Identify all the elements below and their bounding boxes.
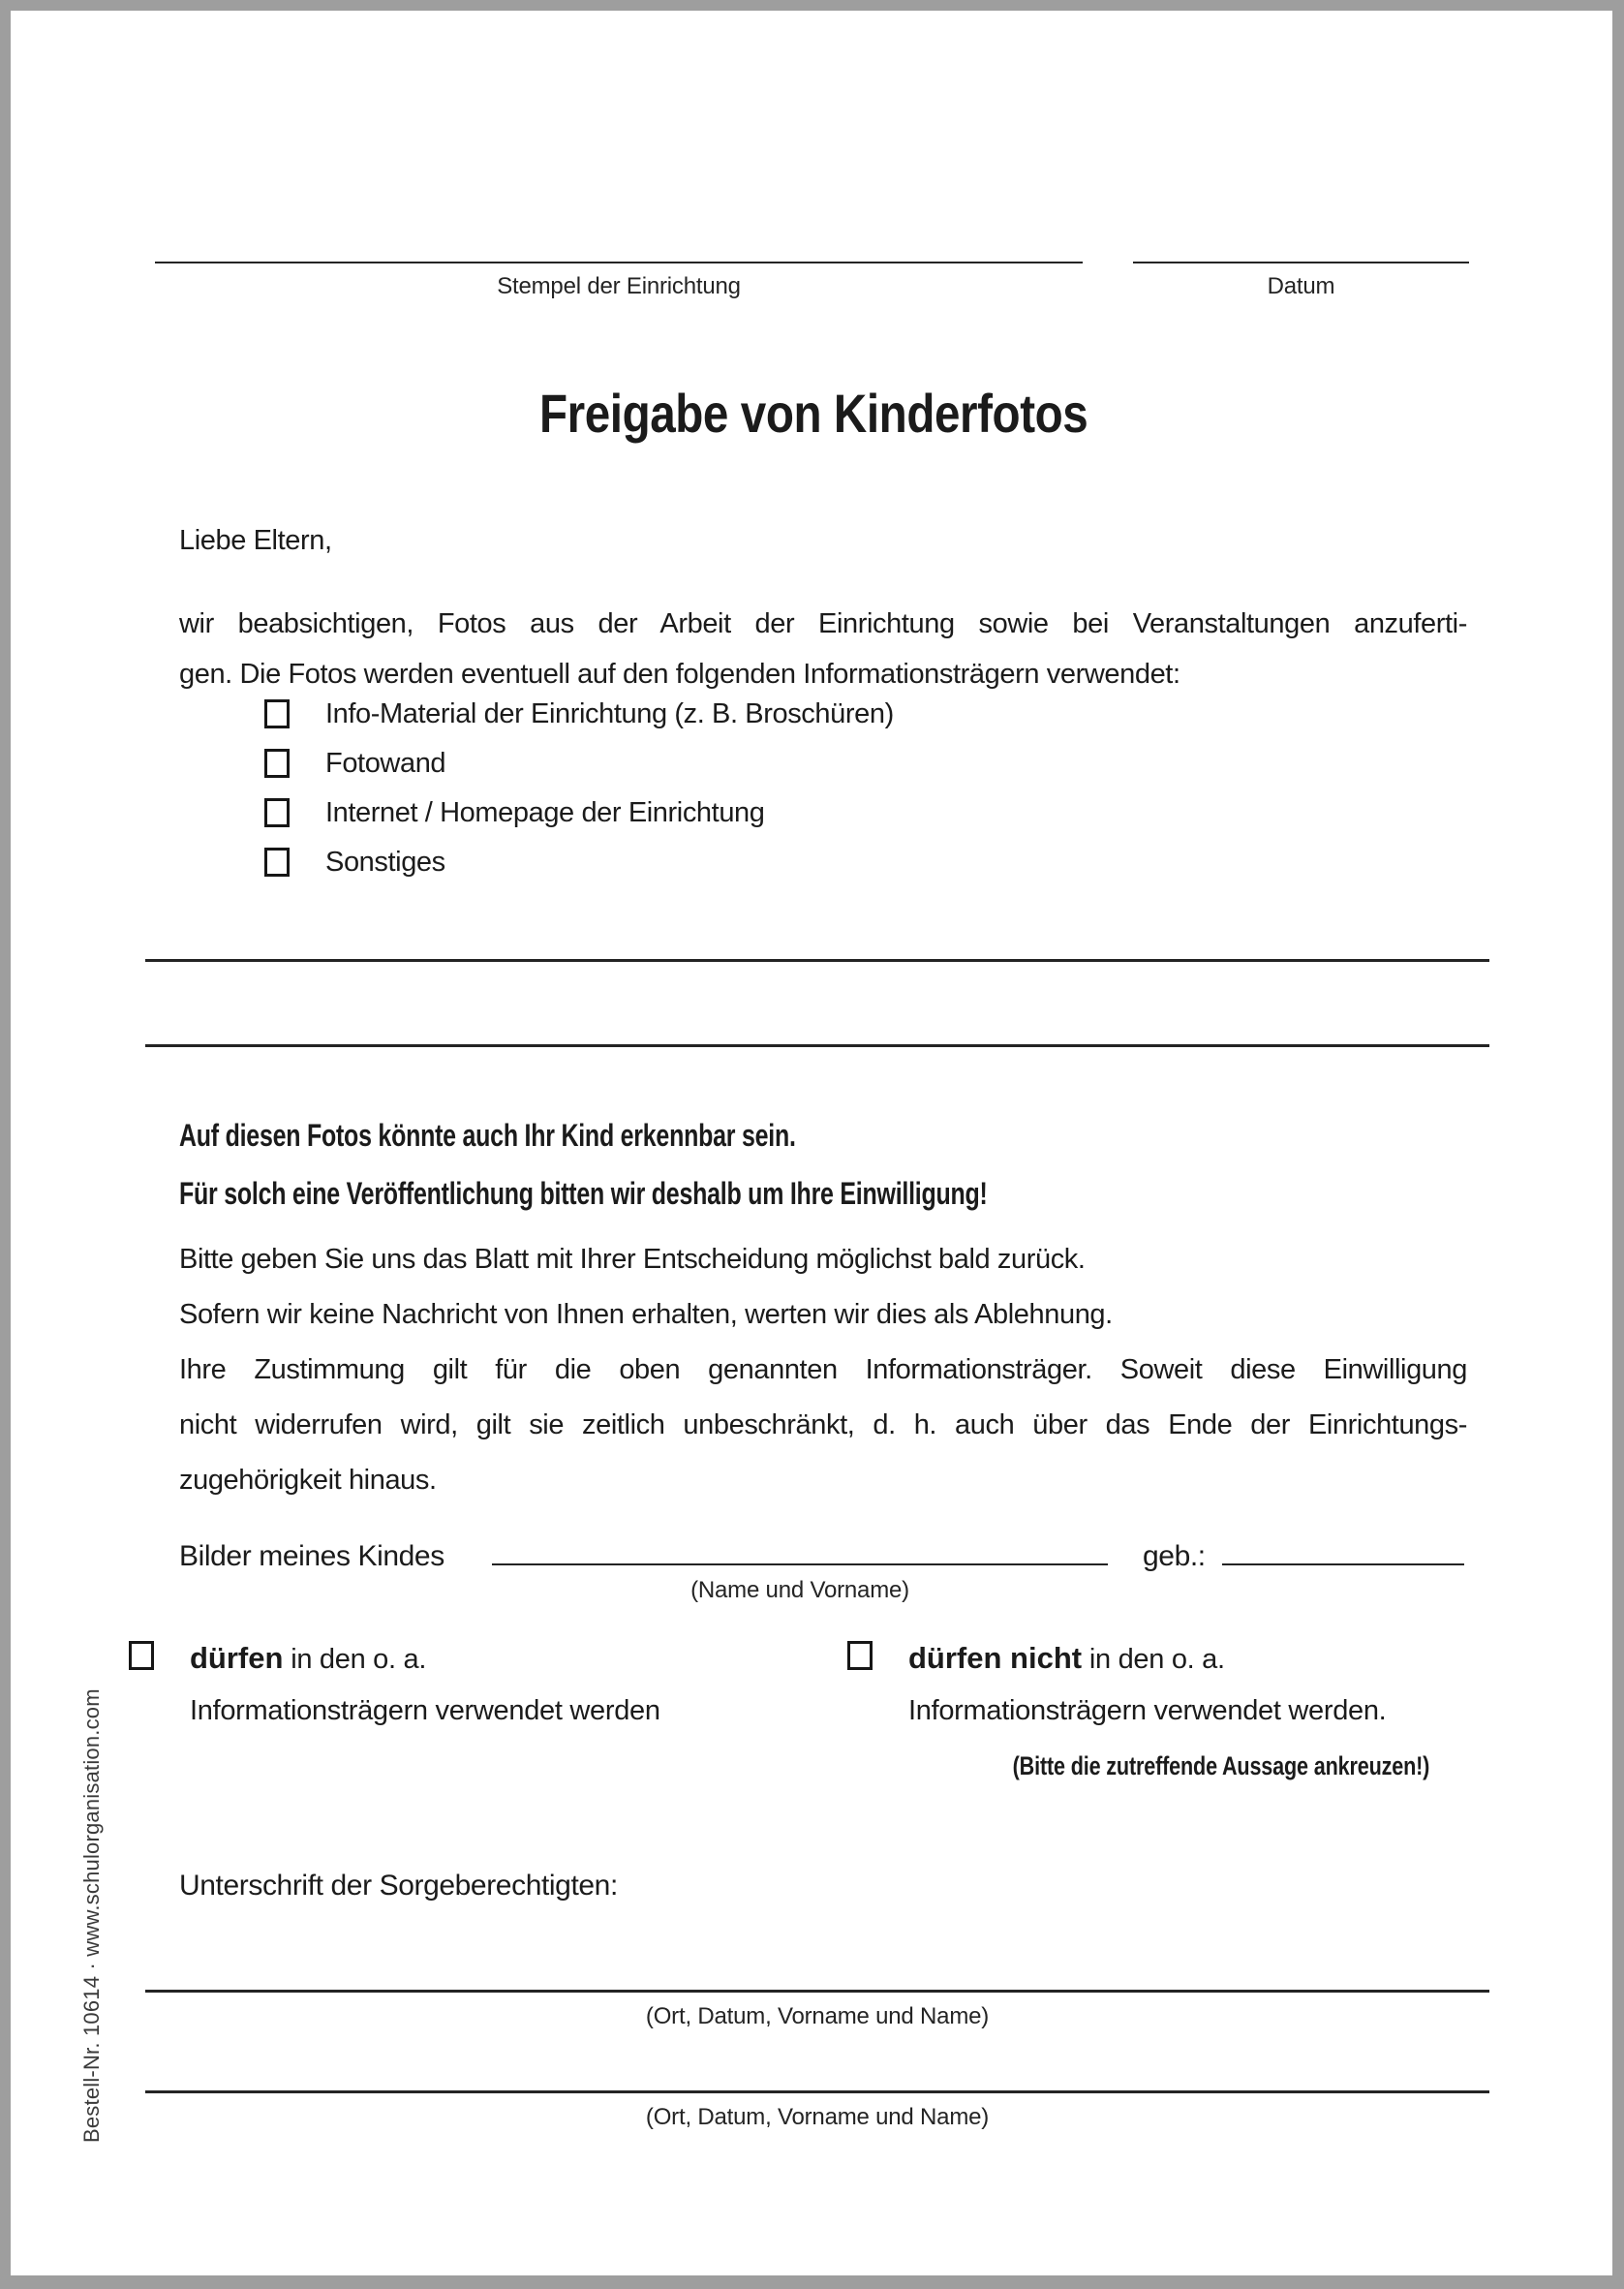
deny-label-line-2: Informationsträgern verwendet werden. — [908, 1695, 1387, 1726]
child-name-hint: (Name und Vorname) — [690, 1577, 909, 1603]
order-number-vertical-text: Bestell-Nr. 10614 · www.schulorganisation.com — [79, 1688, 104, 2143]
option-row-internet — [264, 789, 765, 837]
signature-line-2[interactable] — [145, 2090, 1489, 2093]
option-label-fotowand: Fotowand — [325, 747, 446, 779]
child-name-line[interactable] — [492, 1563, 1108, 1565]
date-label: Datum — [1267, 273, 1335, 299]
signature-hint-1: (Ort, Datum, Vorname und Name) — [645, 2003, 990, 2029]
option-label-internet: Internet / Homepage der Einrichtung — [325, 796, 765, 828]
deny-checkbox[interactable] — [847, 1641, 873, 1670]
blank-line-1[interactable] — [145, 959, 1489, 962]
terms-line-4: nicht widerrufen wird, gilt sie zeitlich unbeschränkt, d. h. auch über das Ende der Einrichtungs- — [179, 1409, 1467, 1440]
option-checkbox-internet[interactable] — [264, 798, 290, 827]
stamp-label: Stempel der Einrichtung — [497, 273, 741, 299]
signature-hint-2: (Ort, Datum, Vorname und Name) — [645, 2104, 990, 2130]
allow-checkbox[interactable] — [129, 1641, 154, 1670]
birth-date-label: geb.: — [1143, 1540, 1206, 1572]
allow-label-line-1 — [190, 1641, 426, 1676]
terms-line-2: Sofern wir keine Nachricht von Ihnen erhalten, werten wir dies als Ablehnung. — [179, 1299, 1113, 1330]
option-row-fotowand — [264, 739, 445, 788]
option-checkbox-sonstiges[interactable] — [264, 848, 290, 877]
intro-line-1: wir beabsichtigen, Fotos aus der Arbeit der Einrichtung sowie bei Veranstaltungen anzuferti- — [179, 608, 1467, 639]
option-checkbox-info-material[interactable] — [264, 699, 290, 728]
page-title: Freigabe von Kinderfotos — [539, 383, 1088, 444]
salutation: Liebe Eltern, — [179, 525, 332, 556]
deny-rest: in den o. a. — [1082, 1644, 1225, 1675]
date-line[interactable] — [1133, 262, 1469, 263]
intro-line-2: gen. Die Fotos werden eventuell auf den folgenden Informationsträgern verwendet: — [179, 659, 1180, 690]
signature-label: Unterschrift der Sorgeberechtigten: — [179, 1870, 618, 1902]
option-checkbox-fotowand[interactable] — [264, 749, 290, 778]
child-name-label: Bilder meines Kindes — [179, 1540, 444, 1572]
stamp-line[interactable] — [155, 262, 1083, 263]
consent-note: (Bitte die zutreffende Aussage ankreuzen!) — [1012, 1751, 1430, 1780]
allow-emphasis: dürfen — [190, 1641, 284, 1675]
option-row-info-material — [264, 690, 894, 738]
signature-line-1[interactable] — [145, 1990, 1489, 1993]
terms-line-1: Bitte geben Sie uns das Blatt mit Ihrer Entscheidung möglichst bald zurück. — [179, 1244, 1086, 1275]
notice-line-1: Auf diesen Fotos könnte auch Ihr Kind erkennbar sein. — [179, 1118, 796, 1153]
option-row-sonstiges — [264, 838, 445, 886]
option-label-info-material: Info-Material der Einrichtung (z. B. Broschüren) — [325, 697, 894, 729]
allow-label-line-2: Informationsträgern verwendet werden — [190, 1695, 660, 1726]
notice-line-2: Für solch eine Veröffentlichung bitten wir deshalb um Ihre Einwilligung! — [179, 1176, 988, 1211]
deny-label-line-1 — [908, 1641, 1225, 1676]
terms-line-3: Ihre Zustimmung gilt für die oben genannten Informationsträger. Soweit diese Einwilligung — [179, 1354, 1467, 1385]
form-page — [11, 11, 1612, 2275]
option-label-sonstiges: Sonstiges — [325, 846, 445, 878]
allow-rest: in den o. a. — [283, 1644, 427, 1675]
terms-line-5: zugehörigkeit hinaus. — [179, 1465, 437, 1496]
blank-line-2[interactable] — [145, 1044, 1489, 1047]
deny-emphasis: dürfen nicht — [908, 1641, 1083, 1675]
birth-date-line[interactable] — [1222, 1563, 1464, 1565]
